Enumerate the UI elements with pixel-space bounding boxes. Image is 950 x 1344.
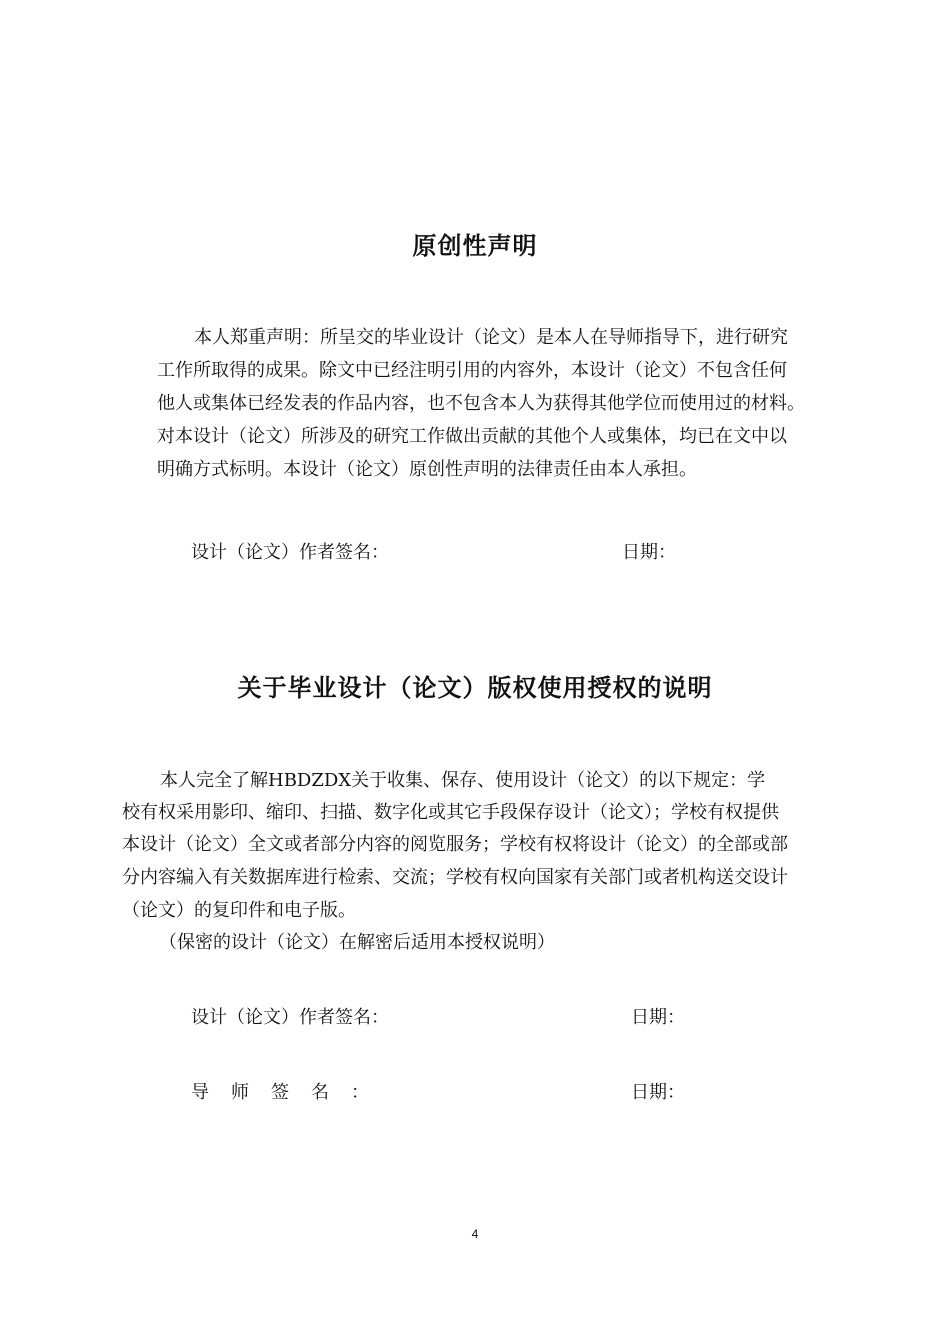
declaration-line-4: 对本设计（论文）所涉及的研究工作做出贡献的其他个人或集体，均已在文中以: [157, 426, 787, 447]
advisor-date-label: 日期：: [631, 1082, 685, 1103]
declaration-title: 原创性声明: [412, 232, 538, 260]
page-number: 4: [471, 1227, 479, 1241]
declaration-line-2: 工作所取得的成果。除文中已经注明引用的内容外，本设计（论文）不包含任何: [157, 360, 787, 381]
authorization-line-5: （论文）的复印件和电子版。: [122, 900, 356, 921]
authorization-author-signature-label: 设计（论文）作者签名：: [191, 1007, 389, 1028]
declaration-date-label: 日期：: [622, 542, 676, 563]
declaration-line-1: 本人郑重声明：所呈交的毕业设计（论文）是本人在导师指导下，进行研究: [194, 327, 788, 348]
declaration-line-3: 他人或集体已经发表的作品内容，也不包含本人为获得其他学位而使用过的材料。: [157, 393, 805, 414]
authorization-line-1: 本人完全了解HBDZDX关于收集、保存、使用设计（论文）的以下规定：学: [160, 770, 766, 791]
authorization-note: （保密的设计（论文）在解密后适用本授权说明）: [159, 932, 555, 953]
declaration-author-signature-label: 设计（论文）作者签名：: [191, 542, 389, 563]
authorization-line-2: 校有权采用影印、缩印、扫描、数字化或其它手段保存设计（论文）；学校有权提供: [122, 802, 779, 823]
authorization-title: 关于毕业设计（论文）版权使用授权的说明: [237, 674, 713, 702]
advisor-signature-label: 导师签名：: [191, 1082, 391, 1103]
declaration-line-5: 明确方式标明。本设计（论文）原创性声明的法律责任由本人承担。: [157, 459, 697, 480]
authorization-line-3: 本设计（论文）全文或者部分内容的阅览服务；学校有权将设计（论文）的全部或部: [122, 834, 788, 855]
authorization-author-date-label: 日期：: [631, 1007, 685, 1028]
authorization-line-4: 分内容编入有关数据库进行检索、交流；学校有权向国家有关部门或者机构送交设计: [122, 867, 788, 888]
